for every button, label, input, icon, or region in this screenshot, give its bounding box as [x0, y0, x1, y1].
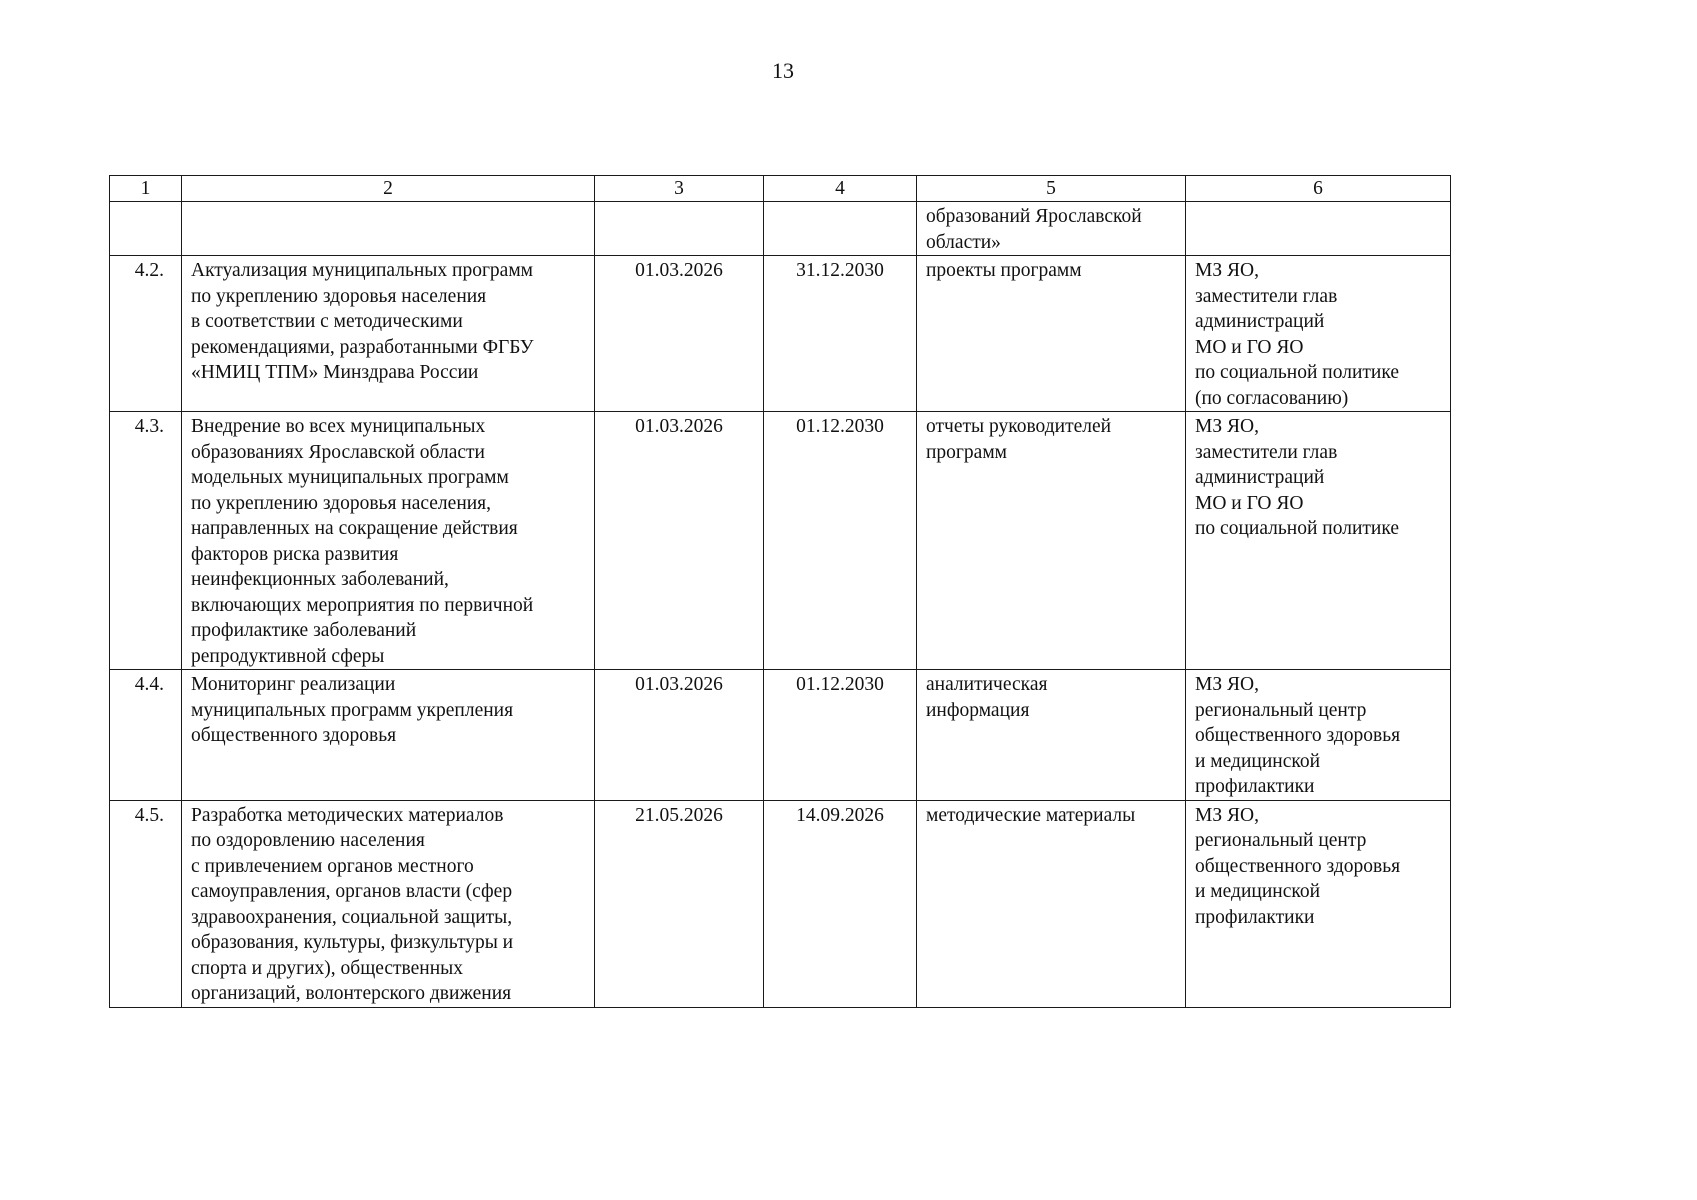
end-date: 14.09.2026	[796, 804, 884, 826]
item-description: Разработка методических материалов по оздоровлению населения с привлечением органов местного самоуправления, органов власти (сфер здравоохранения, социальной защиты, образования, культуры, физкультуры и спорта и других), общественных организаций, волонтерского движения	[191, 804, 514, 1004]
item-description	[182, 202, 594, 204]
description-cell	[182, 670, 595, 801]
item-description: Актуализация муниципальных программ по укреплению здоровья населения в соответствии с методическими рекомендациями, разработанными ФГБУ «НМИЦ ТПМ» Минздрава России	[191, 260, 534, 383]
item-description: Внедрение во всех муниципальных образованиях Ярославской области модельных муниципальных программ по укреплению здоровья населения, направленных на сокращение действия факторов риска развития неинфекционных заболеваний, включающих мероприятия по первичной профилактике заболеваний репродуктивной сферы	[191, 416, 534, 667]
result-cell	[917, 202, 1186, 256]
start-date: 21.05.2026	[635, 804, 723, 826]
column-number-header: 2	[182, 176, 595, 202]
result-cell	[917, 256, 1186, 412]
end-date	[764, 202, 916, 204]
responsible-party	[1186, 202, 1450, 204]
start-date: 01.03.2026	[635, 674, 723, 695]
item-number-cell	[110, 412, 182, 670]
expected-result: проекты программ	[926, 260, 1082, 281]
end-date-cell	[764, 800, 917, 1007]
action-plan-table	[109, 175, 1451, 1008]
end-date: 01.12.2030	[796, 416, 884, 437]
end-date-cell	[764, 256, 917, 412]
end-date-cell	[764, 412, 917, 670]
responsible-cell	[1186, 256, 1451, 412]
description-cell	[182, 412, 595, 670]
page-number: 13	[772, 58, 794, 83]
item-number-cell	[110, 256, 182, 412]
column-number-header: 5	[917, 176, 1186, 202]
table-row	[110, 202, 1451, 256]
table-row	[110, 412, 1451, 670]
start-date-cell	[595, 670, 764, 801]
expected-result: отчеты руководителей программ	[926, 416, 1112, 463]
start-date-cell	[595, 256, 764, 412]
start-date: 01.03.2026	[635, 416, 723, 437]
start-date: 01.03.2026	[635, 260, 723, 281]
expected-result: образований Ярославской области»	[926, 206, 1142, 253]
item-number-cell	[110, 670, 182, 801]
item-number: 4.2.	[134, 260, 164, 281]
start-date-cell	[595, 202, 764, 256]
item-number: 4.3.	[134, 416, 164, 437]
item-number-cell	[110, 800, 182, 1007]
start-date-cell	[595, 412, 764, 670]
result-cell	[917, 670, 1186, 801]
end-date-cell	[764, 670, 917, 801]
table-row	[110, 256, 1451, 412]
table-row	[110, 670, 1451, 801]
item-number	[110, 202, 181, 204]
responsible-cell	[1186, 412, 1451, 670]
start-date	[595, 202, 763, 204]
start-date-cell	[595, 800, 764, 1007]
end-date: 31.12.2030	[796, 260, 884, 281]
item-number: 4.5.	[134, 804, 164, 826]
description-cell	[182, 256, 595, 412]
item-number: 4.4.	[134, 674, 164, 695]
column-number-header: 1	[110, 176, 182, 202]
responsible-cell	[1186, 800, 1451, 1007]
description-cell	[182, 202, 595, 256]
responsible-party: МЗ ЯО, заместители глав администраций МО и ГО ЯО по социальной политике (по согласованию)	[1195, 260, 1399, 409]
responsible-cell	[1186, 670, 1451, 801]
end-date: 01.12.2030	[796, 674, 884, 695]
table-header-row	[110, 176, 1451, 202]
column-number-header: 3	[595, 176, 764, 202]
table-row	[110, 800, 1451, 1007]
item-description: Мониторинг реализации муниципальных программ укрепления общественного здоровья	[191, 674, 514, 746]
responsible-party: МЗ ЯО, региональный центр общественного здоровья и медицинской профилактики	[1195, 804, 1401, 928]
result-cell	[917, 412, 1186, 670]
description-cell	[182, 800, 595, 1007]
responsible-party: МЗ ЯО, заместители глав администраций МО и ГО ЯО по социальной политике	[1195, 416, 1399, 539]
responsible-cell	[1186, 202, 1451, 256]
responsible-party: МЗ ЯО, региональный центр общественного здоровья и медицинской профилактики	[1195, 674, 1401, 797]
end-date-cell	[764, 202, 917, 256]
column-number-header: 4	[764, 176, 917, 202]
result-cell	[917, 800, 1186, 1007]
expected-result: аналитическая информация	[926, 674, 1048, 721]
column-number-header: 6	[1186, 176, 1451, 202]
item-number-cell	[110, 202, 182, 256]
expected-result: методические материалы	[926, 804, 1136, 826]
